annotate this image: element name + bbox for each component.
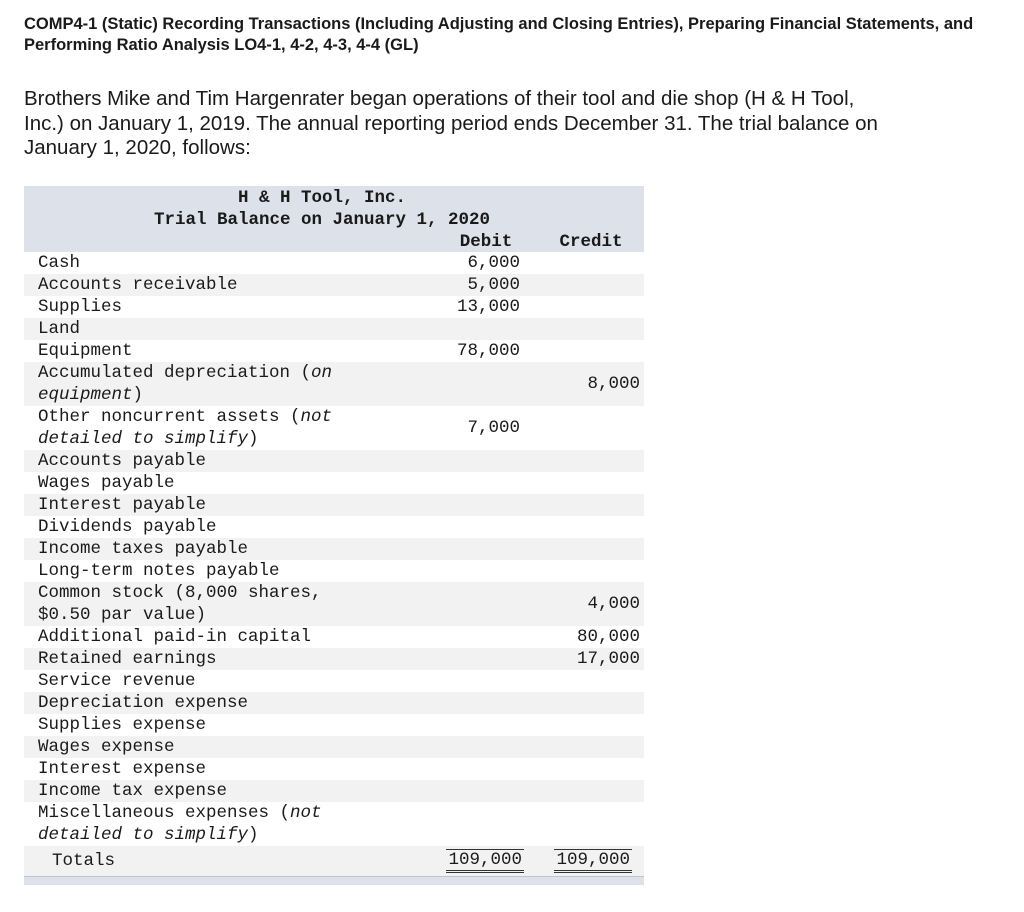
trial-balance-row [24, 318, 644, 340]
total-credit: 109,000 [554, 849, 632, 873]
account-note: not detailed to simplify [38, 803, 322, 845]
debit-amount: 78,000 [456, 341, 520, 361]
account-name: Wages payable [38, 473, 175, 493]
trial-balance-row [24, 472, 644, 494]
trial-balance-row [24, 296, 644, 318]
account-name: Additional paid-in capital [38, 627, 312, 647]
trial-balance-row [24, 252, 644, 274]
account-note: not detailed to simplify [38, 407, 333, 449]
trial-balance-row [24, 758, 644, 780]
trial-balance-row [24, 714, 644, 736]
totals-label: Totals [52, 851, 116, 871]
debit-amount: 6,000 [467, 253, 520, 273]
account-note: on equipment [38, 363, 333, 405]
trial-balance-row [24, 670, 644, 692]
account-name: Dividends payable [38, 517, 217, 537]
account-name: Depreciation expense [38, 693, 249, 713]
trial-balance-row [24, 736, 644, 758]
credit-column-header: Credit [559, 232, 623, 252]
account-name: Supplies [38, 297, 123, 317]
account-name: Supplies expense [38, 715, 207, 735]
debit-amount: 7,000 [467, 418, 520, 438]
trial-balance-row [24, 406, 644, 450]
account-name: Interest expense [38, 759, 207, 779]
account-name: Accumulated depreciation (on equipment) [38, 363, 333, 405]
trial-balance-rows [24, 252, 644, 846]
trial-balance-row [24, 560, 644, 582]
account-name: Service revenue [38, 671, 196, 691]
trial-balance-row [24, 802, 644, 846]
account-name: Other noncurrent assets (not detailed to simplify) [38, 407, 333, 449]
account-name: Income tax expense [38, 781, 228, 801]
account-name: Accounts payable [38, 451, 207, 471]
trial-balance-row [24, 538, 644, 560]
debit-amount: 5,000 [467, 275, 520, 295]
account-name: Wages expense [38, 737, 175, 757]
account-name: Interest payable [38, 495, 207, 515]
account-name: Accounts receivable [38, 275, 238, 295]
trial-balance-row [24, 626, 644, 648]
trial-balance-table [24, 186, 644, 885]
trial-balance-row [24, 582, 644, 626]
company-name: H & H Tool, Inc. [237, 188, 407, 208]
trial-balance-row [24, 450, 644, 472]
table-bottom-border [24, 876, 644, 885]
credit-amount: 80,000 [576, 627, 640, 647]
trial-balance-row [24, 780, 644, 802]
account-name: Retained earnings [38, 649, 217, 669]
trial-balance-row [24, 274, 644, 296]
debit-amount: 13,000 [456, 297, 520, 317]
account-name: Long-term notes payable [38, 561, 280, 581]
account-name: Common stock (8,000 shares, $0.50 par value) [38, 583, 322, 625]
trial-balance-row [24, 494, 644, 516]
problem-heading: COMP4-1 (Static) Recording Transactions (Including Adjusting and Closing Entries), Preparing Financial Statements, and Performing Ratio Analysis LO4-1, 4-2, 4-3, 4-4 (GL) [24, 15, 974, 54]
total-debit: 109,000 [446, 849, 524, 873]
account-name: Cash [38, 253, 81, 273]
account-name: Land [38, 319, 81, 339]
credit-amount: 8,000 [587, 374, 640, 394]
account-name: Equipment [38, 341, 133, 361]
problem-intro: Brothers Mike and Tim Hargenrater began operations of their tool and die shop (H & H Tool, Inc.) on January 1, 2019. The annual reporting period ends December 31. The trial balance on January 1, 2020, follows: [24, 87, 878, 159]
trial-balance-row [24, 516, 644, 538]
trial-balance-title: Trial Balance on January 1, 2020 [153, 210, 491, 230]
credit-amount: 17,000 [576, 649, 640, 669]
credit-amount: 4,000 [587, 594, 640, 614]
account-name: Income taxes payable [38, 539, 249, 559]
trial-balance-row [24, 692, 644, 714]
trial-balance-row [24, 648, 644, 670]
totals-row [24, 846, 644, 876]
debit-column-header: Debit [459, 232, 513, 252]
trial-balance-row [24, 362, 644, 406]
trial-balance-row [24, 340, 644, 362]
trial-balance-header [24, 186, 644, 252]
account-name: Miscellaneous expenses (not detailed to simplify) [38, 803, 322, 845]
